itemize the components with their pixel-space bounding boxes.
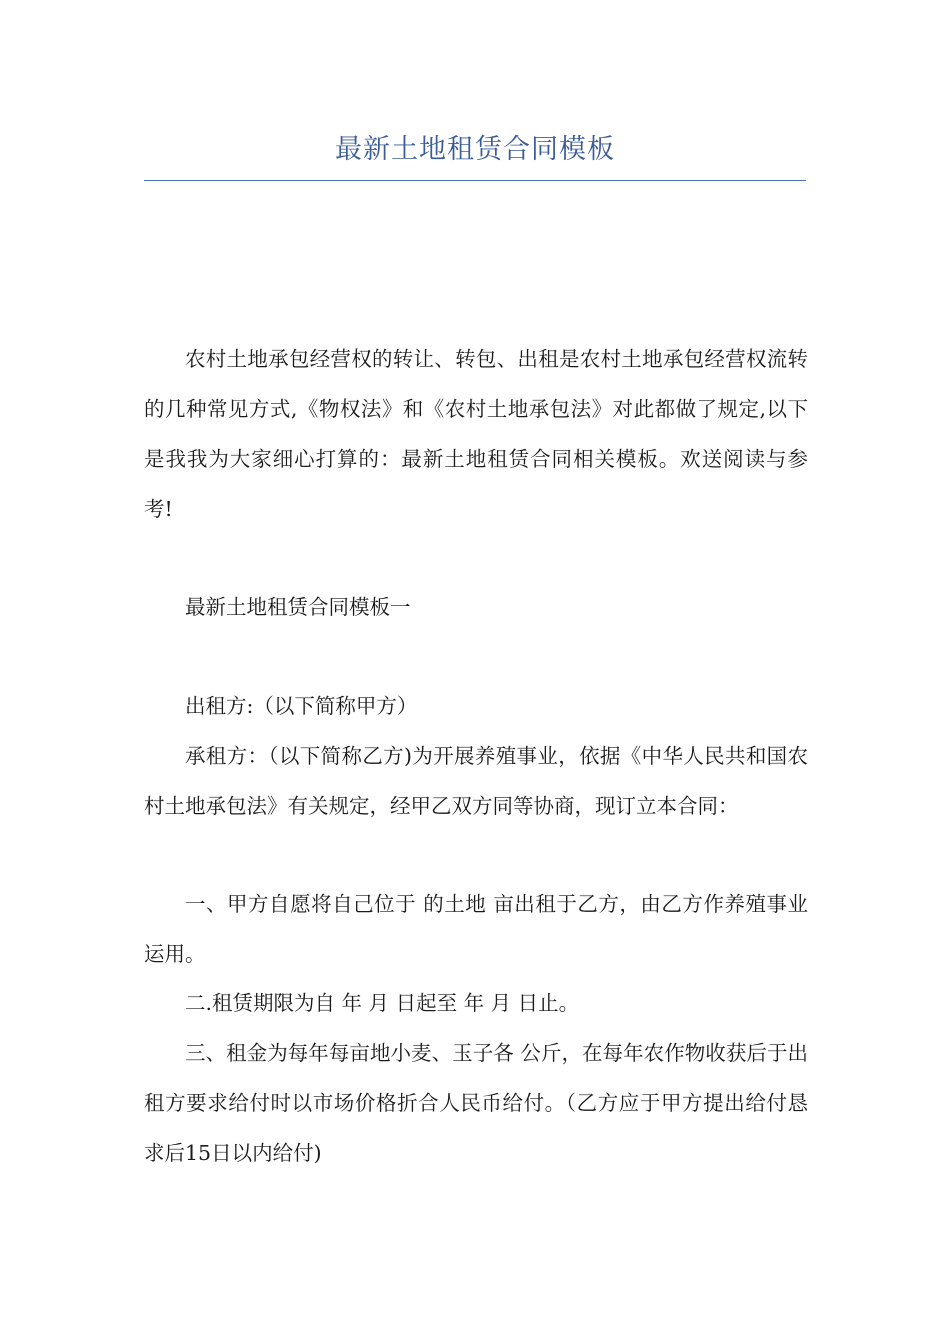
lessor-line: 出租方:（以下简称甲方） <box>185 694 418 718</box>
clause-1: 一、甲方自愿将自己位于 的土地 亩出租于乙方，由乙方作养殖事业运用。 <box>144 892 808 966</box>
clause-3: 三、租金为每年每亩地小麦、玉子各 公斤，在每年农作物收获后于出租方要求给付时以市场价格折合人民币给付。（乙方应于甲方提出给付恳求后15日以内给付) <box>144 1041 808 1165</box>
title-underline <box>144 180 806 181</box>
lessee-paragraph: 承租方：（以下简称乙方)为开展养殖事业，依据《中华人民共和国农村土地承包法》有关规定，经甲乙双方同等协商，现订立本合同： <box>144 744 808 818</box>
clause-2: 二.租赁期限为自 年 月 日起至 年 月 日止。 <box>185 991 580 1015</box>
intro-paragraph: 农村土地承包经营权的转让、转包、出租是农村土地承包经营权流转的几种常见方式,《物权法》和《农村土地承包法》对此都做了规定,以下是我我为大家细心打算的：最新土地租赁合同相关模板。欢送阅读与参考! <box>144 347 808 521</box>
document-title: 最新土地租赁合同模板 <box>335 134 615 165</box>
section-heading: 最新土地租赁合同模板一 <box>185 595 411 619</box>
